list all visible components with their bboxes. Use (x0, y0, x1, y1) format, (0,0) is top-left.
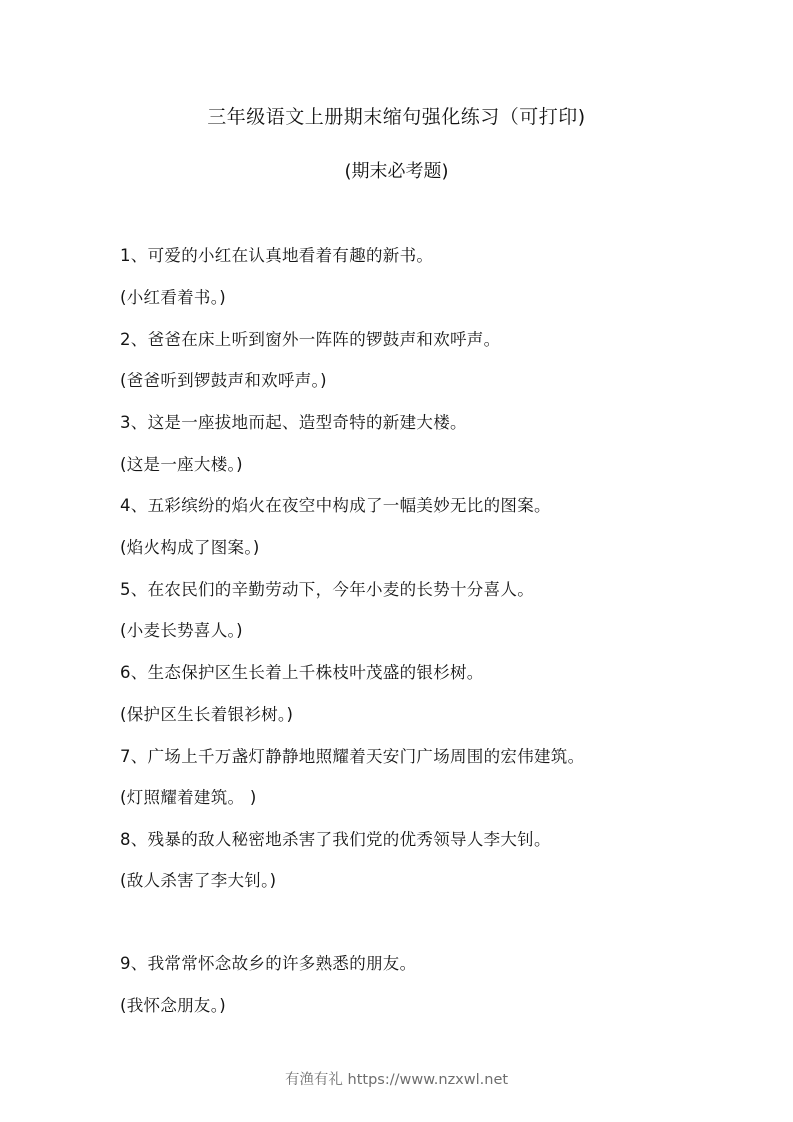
answer-1: (小红看着书。) (120, 288, 227, 307)
question-4: 4、五彩缤纷的焰火在夜空中构成了一幅美妙无比的图案。 (120, 496, 551, 515)
document-title: 三年级语文上册期末缩句强化练习（可打印) (207, 106, 586, 128)
question-6: 6、生态保护区生长着上千株枝叶茂盛的银杉树。 (120, 663, 484, 682)
question-7: 7、广场上千万盏灯静静地照耀着天安门广场周围的宏伟建筑。 (120, 747, 585, 766)
question-2: 2、爸爸在床上听到窗外一阵阵的锣鼓声和欢呼声。 (120, 330, 501, 349)
answer-8: (敌人杀害了李大钊。) (120, 871, 277, 890)
document-subtitle: (期末必考题) (344, 161, 449, 182)
answer-6: (保护区生长着银衫树。) (120, 705, 294, 724)
question-1: 1、可爱的小红在认真地看着有趣的新书。 (120, 246, 434, 265)
question-5: 5、在农民们的辛勤劳动下，今年小麦的长势十分喜人。 (120, 580, 534, 599)
answer-2: (爸爸听到锣鼓声和欢呼声。) (120, 371, 327, 390)
question-9: 9、我常常怀念故乡的许多熟悉的朋友。 (120, 954, 417, 973)
question-8: 8、残暴的敌人秘密地杀害了我们党的优秀领导人李大钊。 (120, 830, 551, 849)
answer-7: (灯照耀着建筑。 ) (120, 788, 257, 807)
answer-4: (焰火构成了图案。) (120, 538, 260, 557)
answer-9: (我怀念朋友。) (120, 996, 227, 1015)
footer-watermark: 有渔有礼 https://www.nzxwl.net (284, 1072, 509, 1088)
answer-3: (这是一座大楼。) (120, 455, 243, 474)
answer-5: (小麦长势喜人。) (120, 621, 243, 640)
question-3: 3、这是一座拔地而起、造型奇特的新建大楼。 (120, 413, 467, 432)
